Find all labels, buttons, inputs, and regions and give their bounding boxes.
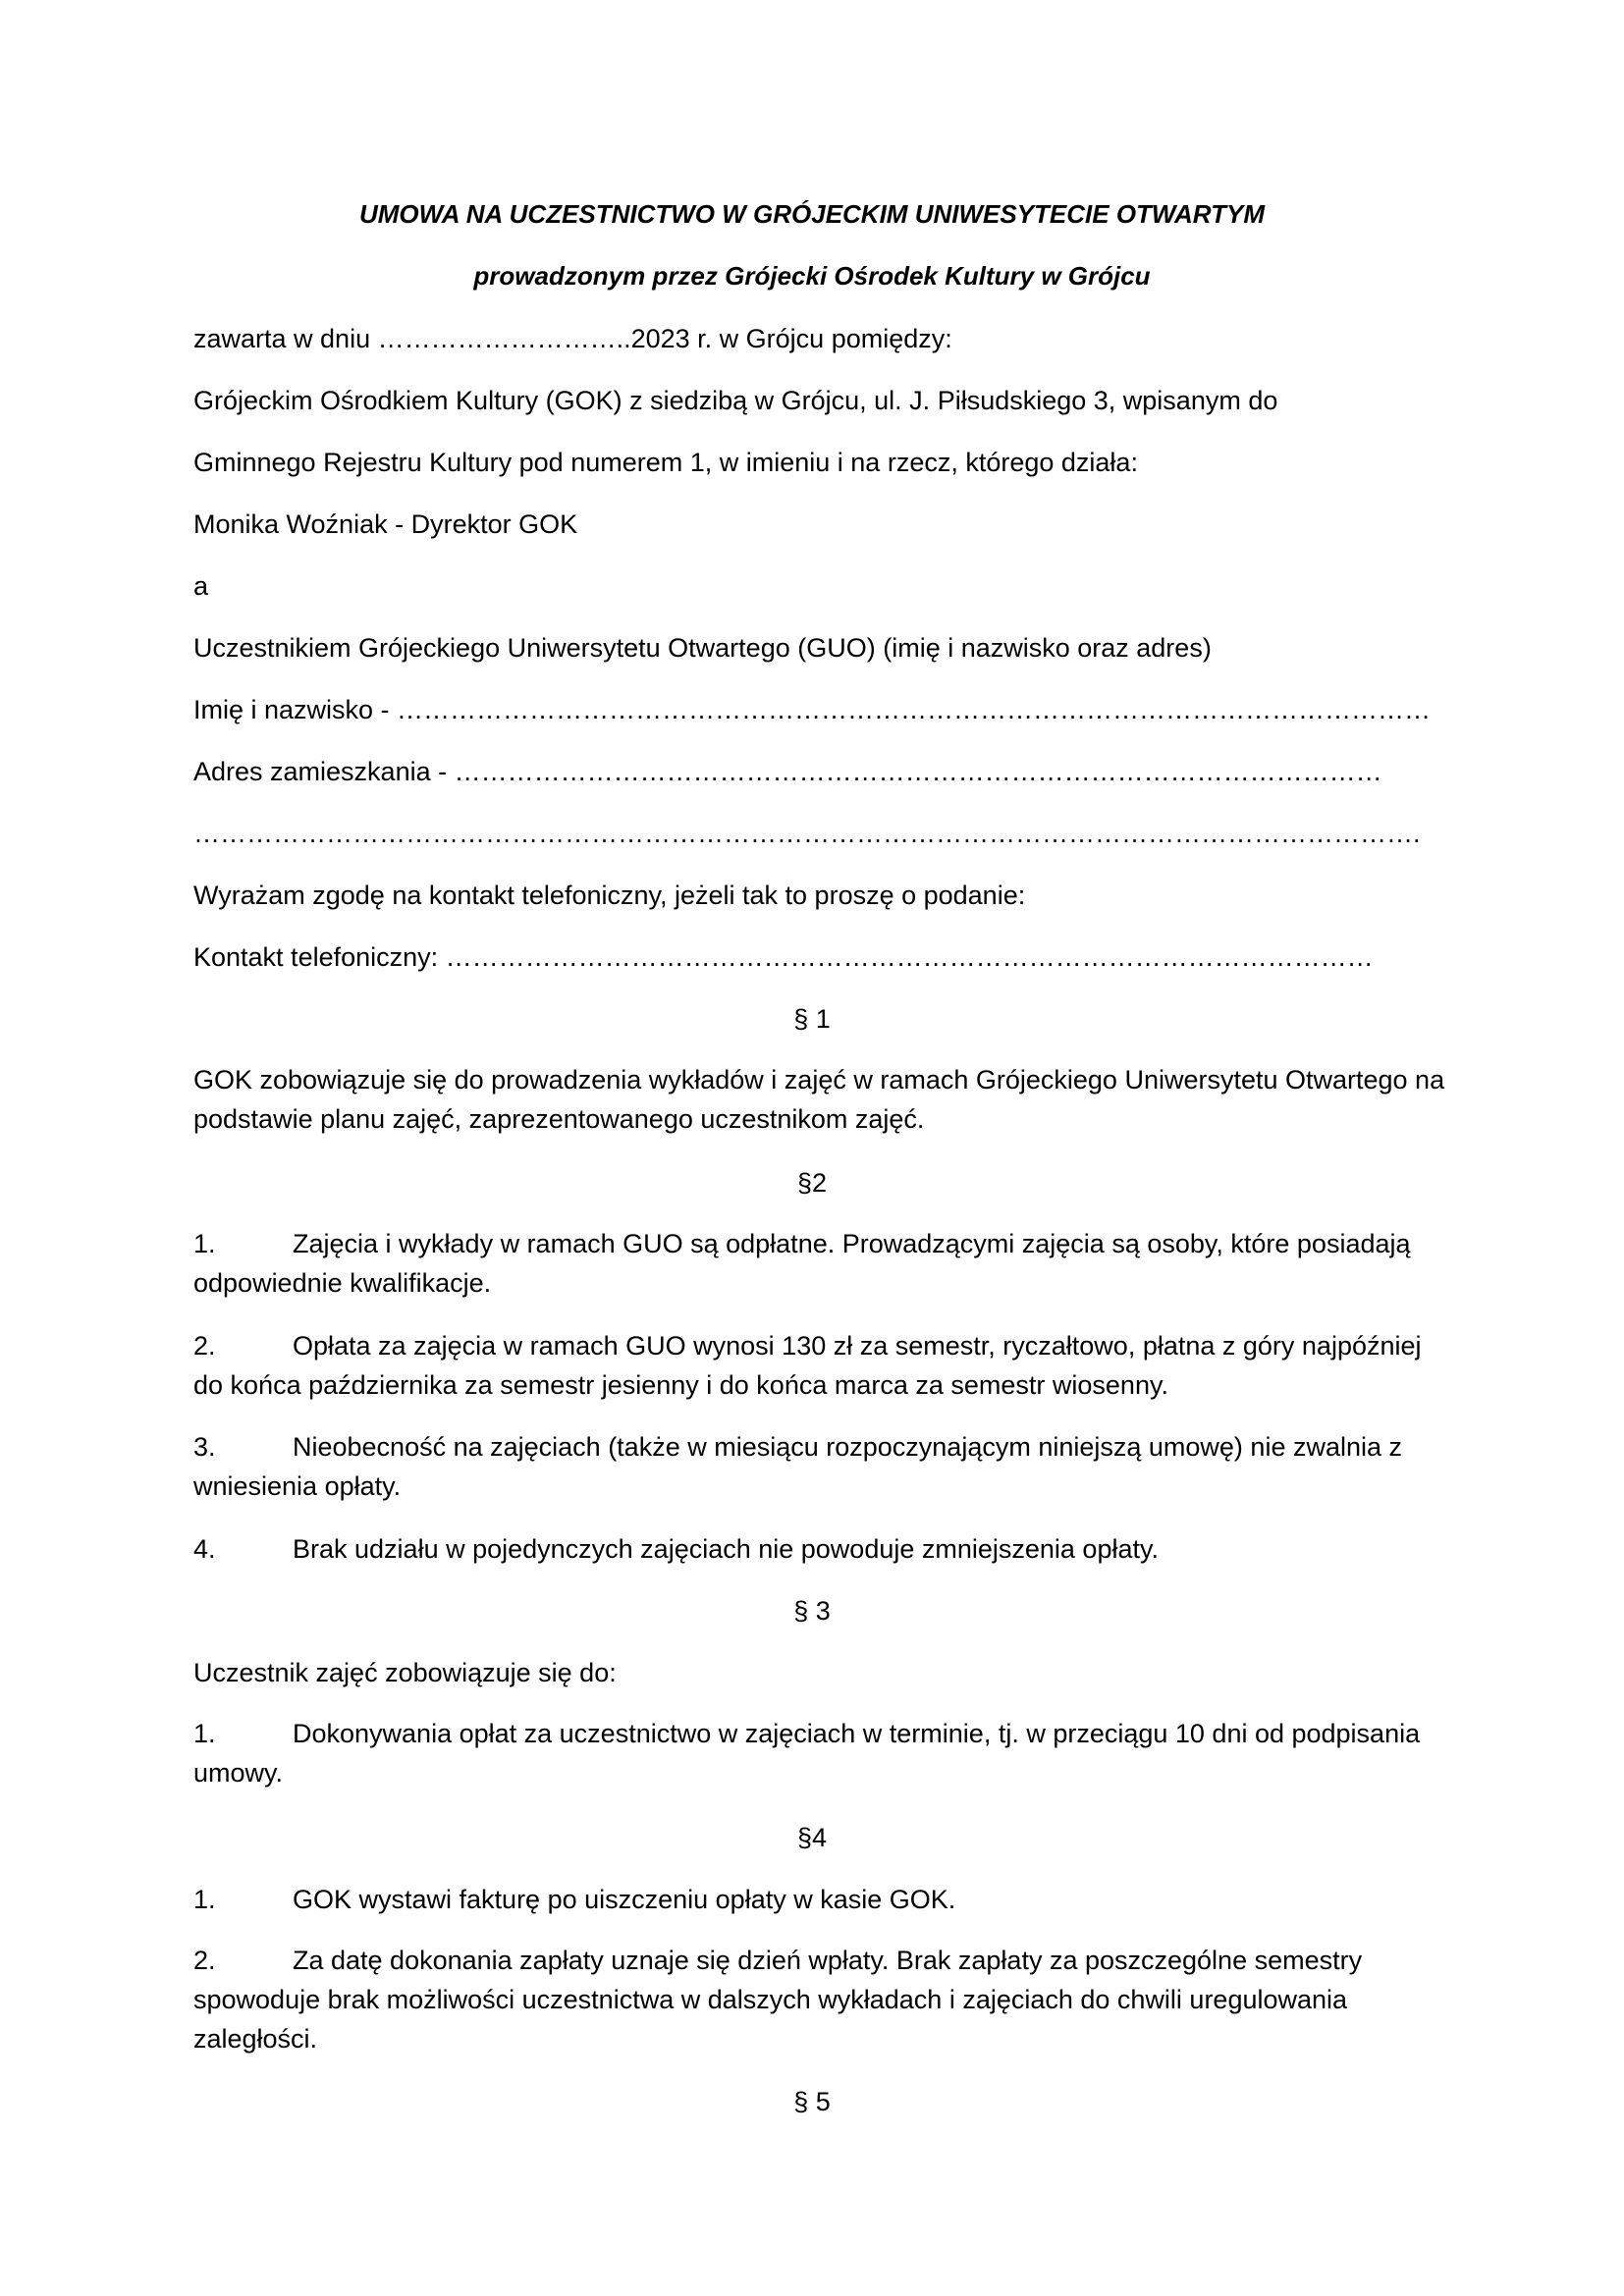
section-4-heading: §4 (796, 1823, 828, 1852)
section-5-heading: § 5 (793, 2087, 831, 2116)
section-1-text: GOK zobowiązuje się do prowadzenia wykładów i zajęć w ramach Grójeckiego Uniwersytetu Otwartego na podstawie planu zajęć, zaprezentowanego uczestnikom zajęć. (193, 1065, 1445, 1134)
section-3-item-1 (193, 1714, 1450, 1792)
address-field: Adres zamieszkania - …………………………………………………………………………………………… (193, 757, 1382, 786)
document-title: UMOWA NA UCZESTNICTWO W GRÓJECKIM UNIWESYTECIE OTWARTYM (358, 199, 1265, 229)
item-number: 2. (193, 1331, 216, 1361)
item-text: Nieobecność na zajęciach (także w miesiącu rozpoczynającym niniejszą umowę) nie zwalnia z wniesienia opłaty. (193, 1432, 1403, 1501)
conjunction-line: a (193, 571, 209, 601)
party2-line: Uczestnikiem Grójeckiego Uniwersytetu Otwartego (GUO) (imię i nazwisko oraz adres) (193, 633, 1212, 663)
section-2-heading: §2 (796, 1168, 828, 1198)
section-2-item-3 (193, 1427, 1450, 1506)
item-number: 2. (193, 1946, 216, 1975)
section-1-heading: § 1 (793, 1004, 831, 1034)
section-4-item-1 (193, 1880, 1450, 1919)
section-2-item-1 (193, 1224, 1450, 1303)
contract-date-line: zawarta w dniu ………………………..2023 r. w Grójcu pomiędzy: (193, 324, 952, 353)
section-3-lead: Uczestnik zajęć zobowiązuje się do: (193, 1658, 617, 1687)
item-text: GOK wystawi fakturę po uiszczeniu opłaty w kasie GOK. (293, 1885, 956, 1914)
phone-field: Kontakt telefoniczny: …………………………………………………………………………………………… (193, 942, 1374, 972)
section-2-item-4 (193, 1529, 1450, 1569)
name-field: Imię i nazwisko - ……………………………………………………………………………………………………… (193, 695, 1432, 724)
item-text: Dokonywania opłat za uczestnictwo w zajęciach w terminie, tj. w przeciągu 10 dni od podpisania umowy. (193, 1719, 1421, 1788)
item-number: 1. (193, 1719, 216, 1748)
item-text: Opłata za zajęcia w ramach GUO wynosi 130 zł za semestr, ryczałtowo, płatna z góry najpóźniej do końca października za semestr jesienny i do końca marca za semestr wiosenny. (193, 1331, 1422, 1400)
party1-line1: Grójeckim Ośrodkiem Kultury (GOK) z siedzibą w Grójcu, ul. J. Piłsudskiego 3, wpisanym do (193, 386, 1278, 415)
item-number: 4. (193, 1534, 216, 1564)
item-text: Brak udziału w pojedynczych zajęciach nie powoduje zmniejszenia opłaty. (293, 1534, 1159, 1564)
document-subtitle: prowadzonym przez Grójecki Ośrodek Kultury w Grójcu (473, 261, 1151, 291)
representative-line: Monika Woźniak - Dyrektor GOK (193, 509, 578, 539)
section-4-item-2 (193, 1941, 1450, 2058)
address-field-continuation: …………………………………………………………………………………………………………………………. (193, 819, 1421, 848)
section-2-item-2 (193, 1326, 1450, 1405)
section-3-heading: § 3 (793, 1596, 831, 1626)
phone-consent-line: Wyrażam zgodę na kontakt telefoniczny, jeżeli tak to proszę o podanie: (193, 881, 1026, 910)
party1-line2: Gminnego Rejestru Kultury pod numerem 1, w imieniu i na rzecz, którego działa: (193, 448, 1138, 477)
item-number: 1. (193, 1229, 216, 1258)
item-text: Za datę dokonania zapłaty uznaje się dzień wpłaty. Brak zapłaty za poszczególne semestry spowoduje brak możliwości uczestnictwa w dalszych wykładach i zajęciach do chwili uregulowania zaległości. (193, 1946, 1363, 2054)
item-number: 3. (193, 1432, 216, 1462)
item-text: Zajęcia i wykłady w ramach GUO są odpłatne. Prowadzącymi zajęcia są osoby, które posiadają odpowiednie kwalifikacje. (193, 1229, 1411, 1298)
item-number: 1. (193, 1885, 216, 1914)
